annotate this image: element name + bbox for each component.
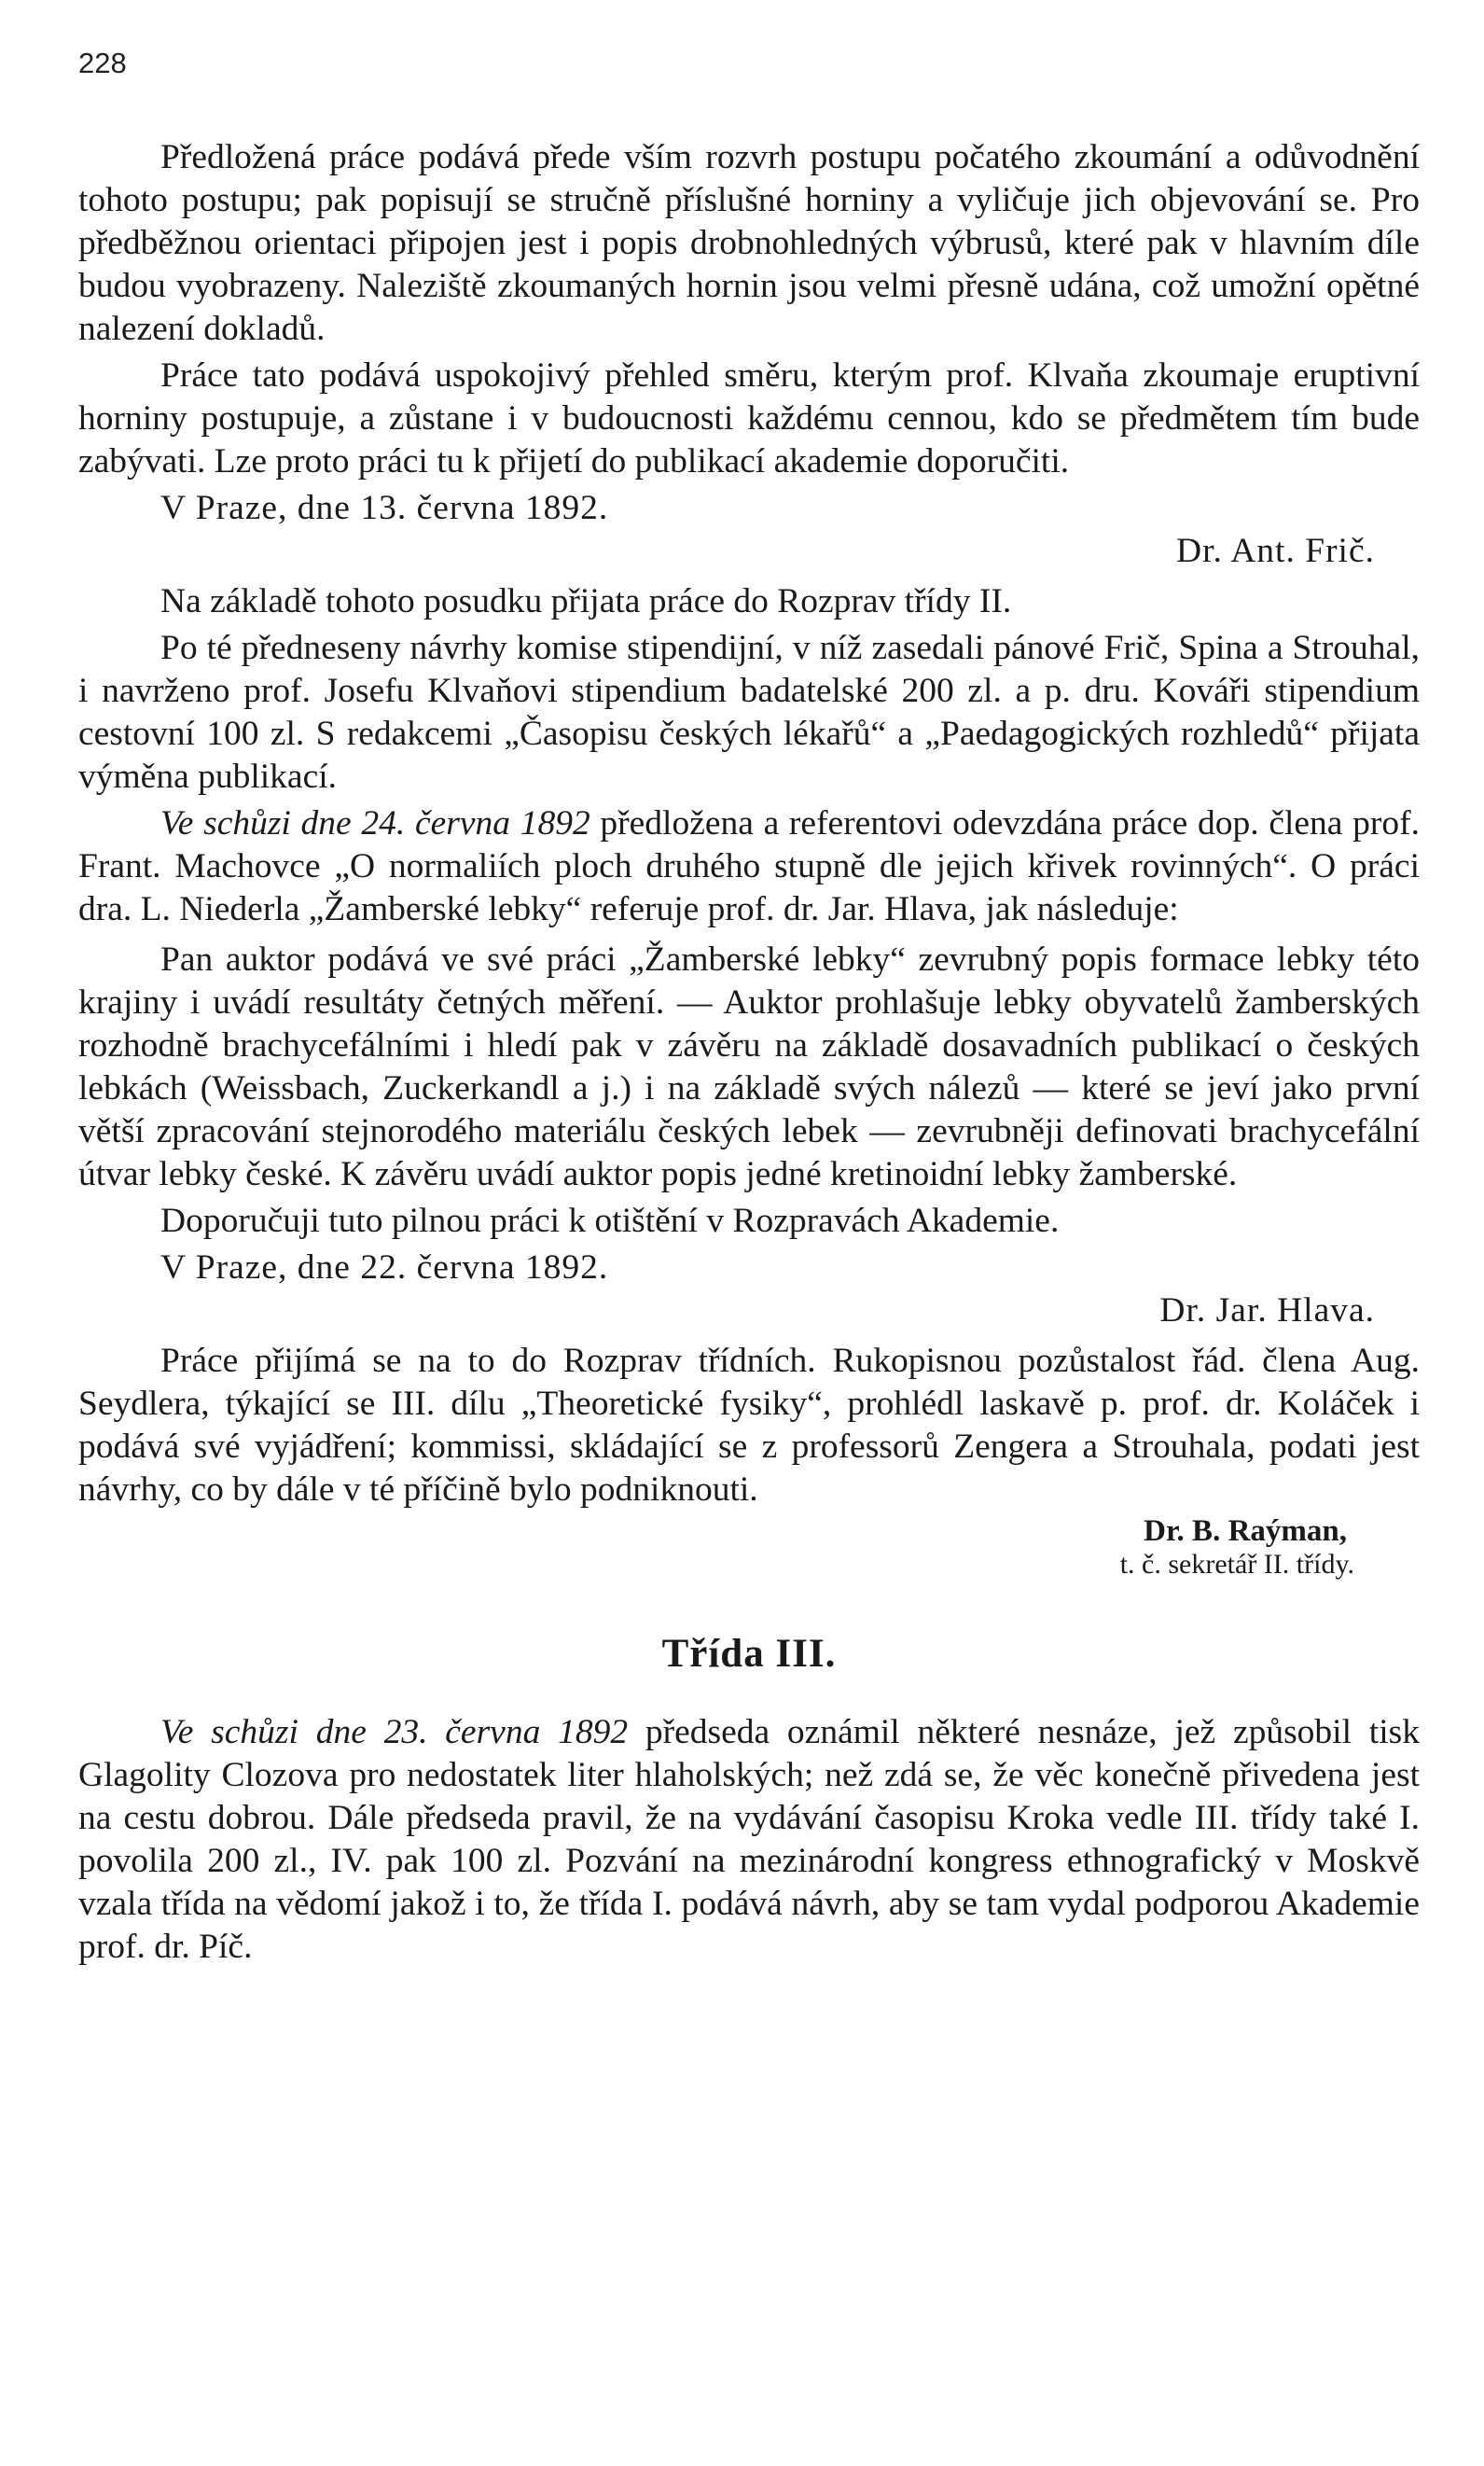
paragraph-stipend-commission: Po té předneseny návrhy komise stipendijní, v níž zasedali pánové Frič, Spina a Strouhal, i navrženo prof. Josefu Klvaňovi stipendium badatelské 200 zl. a p. dru. Kováři stipendium cestovní 100 zl. S redakcemi „Časopisu českých lékařů“ a „Paedagogických rozhledů“ přijata výměna publikací.: [78, 629, 1420, 796]
paragraph-seydler-estate: Práce přijímá se na to do Rozprav třídních. Rukopisnou pozůstalost řád. člena Aug. Seydlera, týkající se III. dílu „Theoretické fysiky“, prohlédl laskavě p. prof. dr. Koláček i podává své vyjádření; kommissi, skládající se z professorů Zengera a Strouhala, podati jest návrhy, co by dále v té příčině bylo podniknouti.: [78, 1342, 1420, 1509]
meeting-date-lead-2: Ve schůzi dne 23. června 1892: [160, 1713, 629, 1751]
secretary-name: Dr. B. Raýman,: [1144, 1514, 1347, 1548]
place-date-line: V Praze, dne 13. června 1892.: [160, 489, 609, 527]
meeting-text: předložena a referentovi odevzdána práce dop. člena prof. Frant. Machovce „O normaliích ploch druhého stupně dle jejich křivek rovinných“. O práci dra. L. Niederla „Žamberské lebky“ referuje prof. dr. Jar. Hlava, jak následuje:: [78, 804, 1420, 928]
secretary-title: t. č. sekretář II. třídy.: [1119, 1549, 1354, 1580]
paragraph-acceptance: Na základě tohoto posudku přijata práce do Rozprav třídy II.: [160, 582, 1012, 620]
meeting-date-lead: Ve schůzi dne 24. června 1892: [160, 804, 590, 843]
paragraph-class-three-meeting: [78, 1711, 1420, 1969]
signature-fric: Dr. Ant. Frič.: [1176, 532, 1375, 570]
section-heading: Třída III.: [661, 1632, 837, 1676]
paragraph-review-summary: Předložená práce podává přede vším rozvrh postupu počatého zkoumání a odůvodnění tohoto postupu; pak popisují se stručně příslušné horniny a vyličuje jich objevování se. Pro předběžnou orientaci připojen jest i popis drobnohledných výbrusů, které pak v hlavním díle budou vyobrazeny. Naleziště zkoumaných hornin jsou velmi přesně udána, což umožní opětné nalezení dokladů.: [78, 138, 1420, 348]
paragraph-hlava-review: Pan auktor podává ve své práci „Žamberské lebky“ zevrubný popis formace lebky této krajiny i uvádí resultáty četných měření. — Auktor prohlašuje lebky obyvatelů žamberských rozhodně brachycefálními i hledí pak v závěru na základě dosavadních publikací o českých lebkách (Weissbach, Zuckerkandl a j.) i na základě svých nálezů — které se jeví jako první větší zpracování stejnorodého materiálu českých lebek — zevrubněji definovati brachycefální útvar lebky české. K závěru uvádí auktor popis jedné kretinoidní lebky žamberské.: [78, 940, 1420, 1193]
document-body: [78, 136, 1420, 1969]
paragraph-recommendation: Doporučuji tuto pilnou práci k otištění v Rozpravách Akademie.: [160, 1202, 1060, 1240]
meeting-text-2: předseda oznámil některé nesnáze, jež způsobil tisk Glagolity Clozova pro nedostatek liter hlaholských; než zdá se, že věc konečně přivedena jest na cestu dobrou. Dále předseda pravil, že na vydávání časopisu Kroka vedle III. třídy také I. povolila 200 zl., IV. pak 100 zl. Pozvání na mezinárodní kongress ethnografický v Moskvě vzala třída na vědomí jakož i to, že třída I. podává návrh, aby se tam vydal podporou Akademie prof. dr. Píč.: [78, 1713, 1420, 1966]
signature-hlava: Dr. Jar. Hlava.: [1159, 1291, 1375, 1330]
secretary-signature-block: [78, 1513, 1420, 1581]
page-number: 228: [78, 47, 127, 79]
paragraph-review-conclusion: Práce tato podává uspokojivý přehled směru, kterým prof. Klvaňa zkoumaje eruptivní horniny postupuje, a zůstane i v budoucnosti každému cennou, kdo se předmětem tím bude zabývati. Lze proto práci tu k přijetí do publikací akademie doporučiti.: [78, 356, 1420, 481]
place-date-line-2: V Praze, dne 22. června 1892.: [160, 1248, 609, 1287]
paragraph-meeting-june-24: [78, 802, 1420, 931]
